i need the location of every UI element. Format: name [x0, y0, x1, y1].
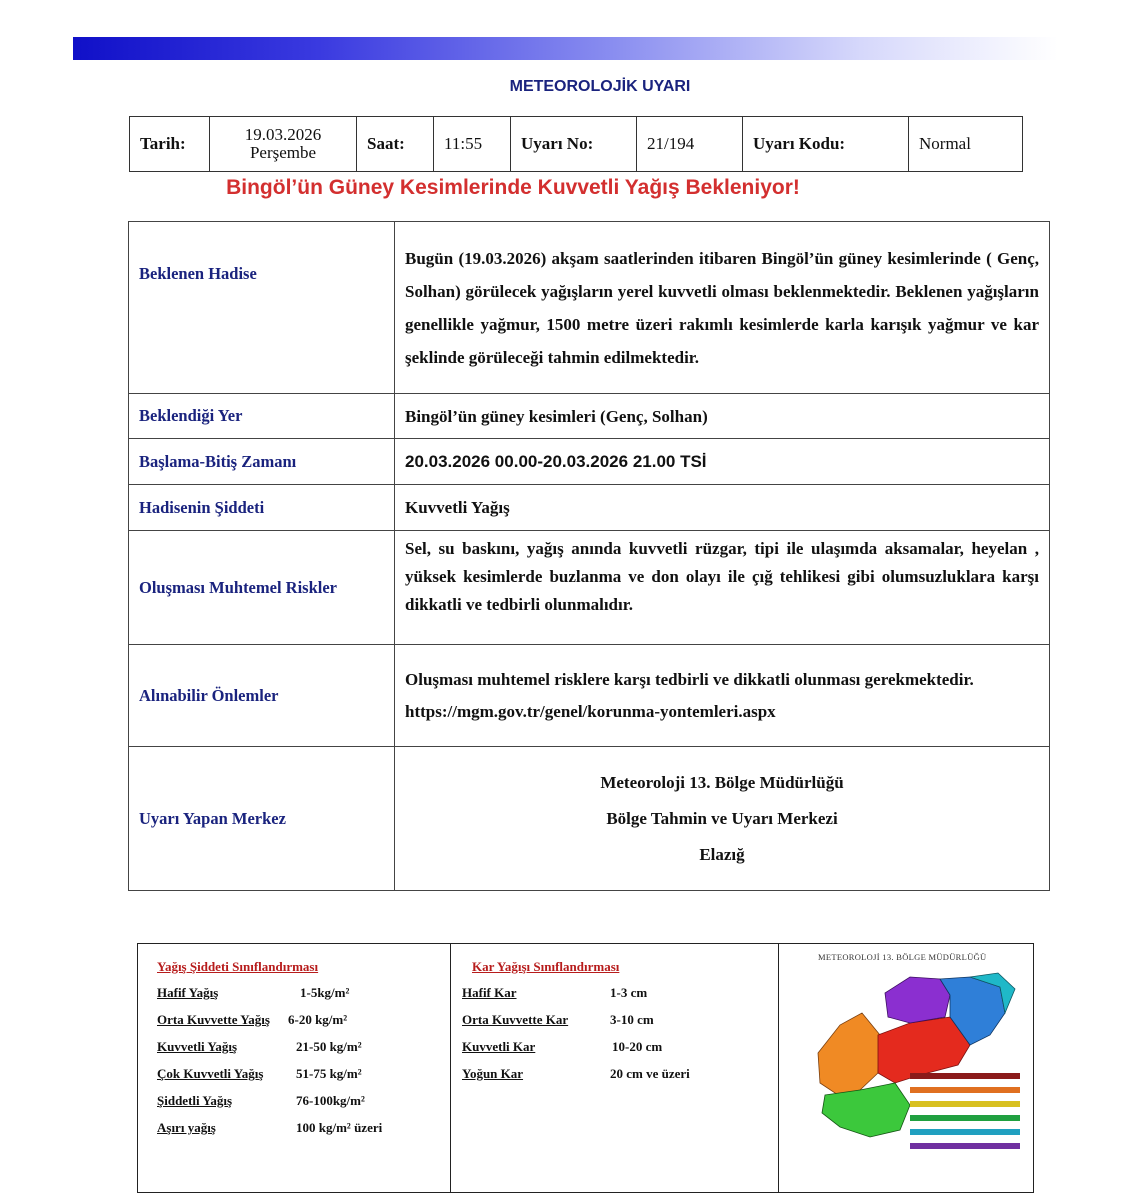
- rain-class-name: Kuvvetli Yağış: [157, 1039, 238, 1054]
- warning-no-label: Uyarı No:: [511, 117, 637, 172]
- snow-class-value: 10-20 cm: [612, 1039, 663, 1054]
- place-value: Bingöl’ün güney kesimleri (Genç, Solhan): [395, 394, 1050, 439]
- center-line-2: Bölge Tahmin ve Uyarı Merkezi: [606, 808, 838, 828]
- row-severity: [129, 485, 1050, 531]
- warning-code-value: Normal: [909, 117, 1023, 172]
- rain-class-name: Hafif Yağış: [157, 985, 219, 1000]
- rain-class-value: 21-50 kg/m²: [296, 1039, 362, 1054]
- snow-class-name: Yoğun Kar: [462, 1066, 524, 1081]
- snow-class-name: Kuvvetli Kar: [462, 1039, 536, 1054]
- severity-label: Hadisenin Şiddeti: [129, 485, 395, 531]
- map-region-north: [885, 977, 950, 1023]
- snow-class-name: Hafif Kar: [462, 985, 517, 1000]
- snow-class-value: 20 cm ve üzeri: [610, 1066, 690, 1081]
- rain-class-name: Orta Kuvvette Yağış: [157, 1012, 270, 1027]
- center-label: Uyarı Yapan Merkez: [129, 747, 395, 891]
- event-value: Bugün (19.03.2026) akşam saatlerinden itibaren Bingöl’ün güney kesimlerinde ( Genç, Solhan) görülecek yağışların yerel kuvvetli olması beklenmektedir. Beklenen yağışların genellikle yağmur, 1500 metre üzeri rakımlı kesimlerde karla karışık yağmur ve kar şeklinde görüleceği tahmin edilmektedir.: [395, 222, 1050, 394]
- region-map-image: [800, 965, 1025, 1165]
- measures-value: Oluşması muhtemel risklere karşı tedbirli ve dikkatli olunması gerekmektedir.: [405, 669, 974, 689]
- row-issuing-center: [129, 747, 1050, 891]
- day-value: Perşembe: [249, 143, 317, 162]
- header-gradient-bar: [73, 37, 1058, 60]
- warning-code-label: Uyarı Kodu:: [743, 117, 909, 172]
- snow-class-value: 3-10 cm: [610, 1012, 654, 1027]
- date-cell: [210, 117, 357, 172]
- snow-classification-title: Kar Yağışı Sınıflandırması: [472, 959, 620, 974]
- rain-class-name: Şiddetli Yağış: [157, 1093, 233, 1108]
- row-start-end-time: [129, 439, 1050, 485]
- risks-label: Oluşması Muhtemel Riskler: [129, 531, 395, 645]
- rain-class-name: Aşırı yağış: [157, 1120, 216, 1135]
- row-measures: [129, 645, 1050, 747]
- measures-link[interactable]: https://mgm.gov.tr/genel/korunma-yontemleri.aspx: [405, 701, 776, 721]
- start-end-value: 20.03.2026 00.00-20.03.2026 21.00 TSİ: [395, 439, 1050, 485]
- rain-class-value: 76-100kg/m²: [296, 1093, 365, 1108]
- legend-divider: [450, 943, 451, 1193]
- warning-details-table: [128, 221, 1050, 891]
- color-scale-legend: [910, 1073, 1020, 1149]
- legend-divider: [778, 943, 779, 1193]
- meta-table: [129, 116, 1023, 172]
- rain-class-name: Çok Kuvvetli Yağış: [157, 1066, 264, 1081]
- date-value: 19.03.2026: [244, 125, 322, 144]
- severity-value: Kuvvetli Yağış: [395, 485, 1050, 531]
- risks-value: Sel, su baskını, yağış anında kuvvetli rüzgar, tipi ile ulaşımda aksamalar, heyelan , yüksek kesimlerde buzlanma ve don olayı ile çığ tehlikesi gibi olumsuzluklara karşı dikkatli ve tedbirli olunmalıdır.: [395, 531, 1050, 645]
- snow-class-value: 1-3 cm: [610, 985, 648, 1000]
- warning-headline: Bingöl’ün Güney Kesimlerinde Kuvvetli Yağış Bekleniyor!: [226, 176, 800, 199]
- rain-class-value: 51-75 kg/m²: [296, 1066, 362, 1081]
- center-line-3: Elazığ: [699, 844, 745, 864]
- row-expected-place: [129, 394, 1050, 439]
- center-cell: [395, 747, 1050, 891]
- snow-class-name: Orta Kuvvette Kar: [462, 1012, 569, 1027]
- measures-cell: [395, 645, 1050, 747]
- time-label: Saat:: [357, 117, 434, 172]
- measures-label: Alınabilir Önlemler: [129, 645, 395, 747]
- date-label: Tarih:: [130, 117, 210, 172]
- map-title: METEOROLOJİ 13. BÖLGE MÜDÜRLÜĞÜ: [818, 952, 987, 962]
- rain-class-value: 6-20 kg/m²: [288, 1012, 348, 1027]
- place-label: Beklendiği Yer: [129, 394, 395, 439]
- time-value: 11:55: [434, 117, 511, 172]
- start-end-label: Başlama-Bitiş Zamanı: [129, 439, 395, 485]
- row-expected-event: [129, 222, 1050, 394]
- document-title: METEOROLOJİK UYARI: [509, 78, 691, 95]
- rain-classification-title: Yağış Şiddeti Sınıflandırması: [157, 959, 319, 974]
- rain-class-value: 1-5kg/m²: [300, 985, 350, 1000]
- event-label: Beklenen Hadise: [129, 222, 395, 394]
- warning-no-value: 21/194: [637, 117, 743, 172]
- rain-class-value: 100 kg/m² üzeri: [296, 1120, 383, 1135]
- map-region-west: [818, 1013, 880, 1095]
- center-line-1: Meteoroloji 13. Bölge Müdürlüğü: [600, 772, 844, 792]
- row-risks: [129, 531, 1050, 645]
